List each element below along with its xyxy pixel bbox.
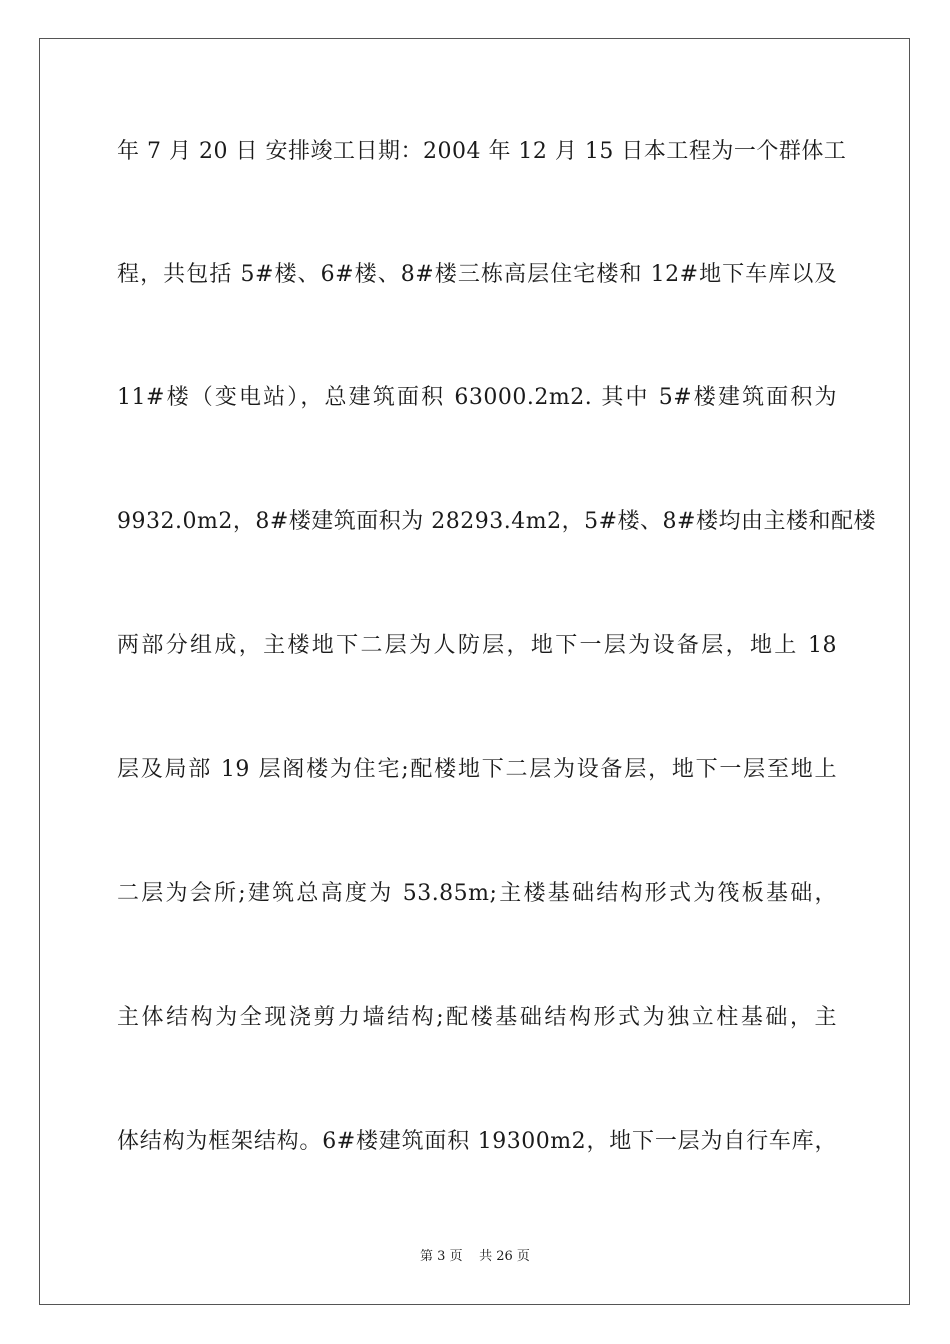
page-total: 共 26 页 (479, 1249, 530, 1264)
page-footer (0, 1249, 950, 1265)
page-number: 第 3 页 (420, 1249, 463, 1264)
text-line-9: 体结构为框架结构。6#楼建筑面积 19300m2，地下一层为自行车库， (117, 1129, 837, 1154)
text-line-6: 层及局部 19 层阁楼为住宅;配楼地下二层为设备层，地下一层至地上 (117, 757, 837, 782)
text-line-5: 两部分组成，主楼地下二层为人防层，地下一层为设备层，地上 18 (117, 633, 837, 658)
text-line-7: 二层为会所;建筑总高度为 53.85m;主楼基础结构形式为筏板基础， (117, 881, 837, 906)
text-line-3: 11#楼（变电站），总建筑面积 63000.2m2. 其中 5#楼建筑面积为 (117, 385, 837, 410)
text-line-2: 程，共包括 5#楼、6#楼、8#楼三栋高层住宅楼和 12#地下车库以及 (117, 262, 837, 287)
text-line-4: 9932.0m2，8#楼建筑面积为 28293.4m2，5#楼、8#楼均由主楼和配楼 (117, 509, 876, 534)
text-line-8: 主体结构为全现浇剪力墙结构;配楼基础结构形式为独立柱基础，主 (117, 1005, 837, 1030)
text-line-1: 年 7 月 20 日 安排竣工日期：2004 年 12 月 15 日本工程为一个群体工 (117, 139, 847, 164)
page-border (39, 38, 910, 1305)
